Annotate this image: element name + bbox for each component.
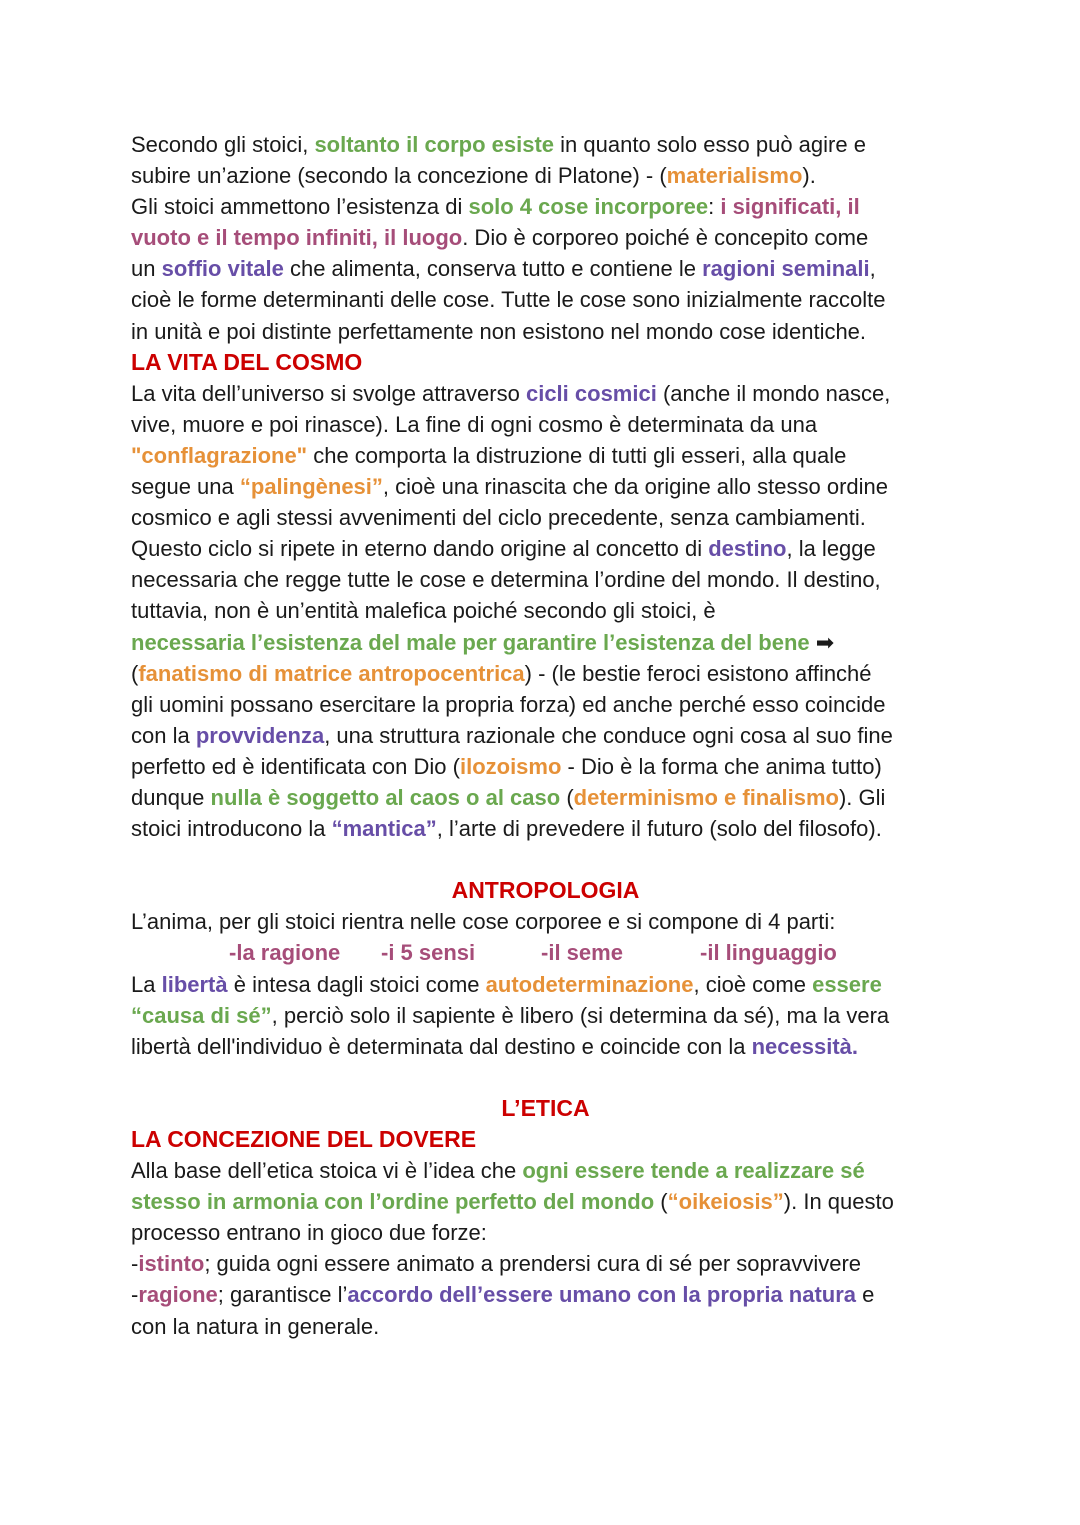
text-span: La vita dell’universo si svolge attraverso: [131, 380, 526, 406]
text-line: [131, 658, 960, 689]
text-span: , perciò solo il sapiente è libero (si determina da sé), ma la vera: [271, 1002, 890, 1028]
text-line: gli uomini possano esercitare la propria forza) ed anche perché esso coincide: [131, 691, 886, 717]
highlight-orange: autodeterminazione: [485, 971, 694, 997]
text-span: ; garantisce l’: [217, 1282, 348, 1308]
text-span: La: [131, 971, 162, 997]
spacer: [131, 844, 960, 875]
highlight-purple: cicli cosmici: [525, 380, 657, 406]
text-line: [131, 533, 960, 564]
text-line: [131, 222, 960, 253]
text-line: necessaria che regge tutte le cose e determina l’ordine del mondo. Il destino,: [131, 567, 881, 593]
text-line: L’anima, per gli stoici rientra nelle cose corporee e si compone di 4 parti:: [131, 909, 836, 935]
text-span: libertà dell'individuo è determinata dal destino e coincide con la: [131, 1033, 752, 1059]
highlight-orange: fanatismo di matrice antropocentrica: [138, 660, 525, 686]
highlight-purple: provvidenza: [195, 722, 325, 748]
highlight-green: “causa di sé”: [131, 1002, 272, 1028]
text-span: -: [131, 1251, 139, 1277]
text-line: [131, 1000, 960, 1031]
text-line: [131, 1031, 960, 1062]
text-span: , la legge: [786, 536, 876, 562]
highlight-orange: “oikeiosis”: [667, 1189, 784, 1215]
text-line: [131, 191, 960, 222]
text-span: con la: [131, 722, 196, 748]
highlight-orange: “palingènesi”: [239, 474, 383, 500]
text-line: [131, 1186, 960, 1217]
text-span: Secondo gli stoici,: [131, 132, 315, 157]
text-span: che comporta la distruzione di tutti gli esseri, alla quale: [307, 442, 847, 468]
text-line: [131, 751, 960, 782]
text-span: ).: [802, 163, 816, 189]
highlight-magenta: vuoto e il tempo infiniti, il luogo: [131, 225, 463, 251]
soul-parts-list: [131, 937, 960, 968]
text-span: :: [708, 194, 721, 220]
highlight-purple: destino: [708, 536, 787, 562]
highlight-green: solo 4 cose incorporee: [468, 194, 709, 220]
highlight-magenta: istinto: [138, 1251, 205, 1277]
text-line: in unità e poi distinte perfettamente non esistono nel mondo cose identiche.: [131, 318, 867, 344]
text-span: ) - (le bestie feroci esistono affinché: [524, 660, 872, 686]
text-span: ; guida ogni essere animato a prendersi cura di sé per sopravvivere: [204, 1251, 862, 1277]
text-line: tuttavia, non è un’entità malefica poiché secondo gli stoici, è: [131, 598, 716, 624]
text-span: stoici introducono la: [131, 816, 332, 842]
highlight-magenta: ragione: [138, 1282, 218, 1308]
text-line: [131, 1155, 960, 1186]
soul-part-seed: -il seme: [541, 940, 623, 966]
text-line: [131, 253, 960, 284]
text-span: . Dio è corporeo poiché è concepito come: [462, 225, 869, 251]
highlight-orange: materialismo: [666, 163, 803, 189]
text-span: Gli stoici ammettono l’esistenza di: [131, 194, 469, 220]
text-line: [131, 627, 960, 658]
soul-part-language: -il linguaggio: [700, 940, 837, 966]
text-line: con la natura in generale.: [131, 1313, 380, 1339]
text-line: [131, 720, 960, 751]
text-line: [131, 1279, 960, 1310]
text-line: [131, 813, 960, 844]
arrow-right-icon: ➡: [809, 629, 835, 655]
text-span: in quanto solo esso può agire e: [554, 132, 866, 157]
text-line: [131, 378, 960, 409]
text-span: Questo ciclo si ripete in eterno dando origine al concetto di: [131, 536, 709, 562]
highlight-green: stesso in armonia con l’ordine perfetto del mondo: [131, 1189, 655, 1215]
text-span: dunque: [131, 784, 211, 810]
highlight-purple: soffio vitale: [161, 256, 284, 282]
highlight-green: nulla è soggetto al caos o al caso: [210, 784, 561, 810]
text-line: vive, muore e poi rinasce). La fine di ogni cosmo è determinata da una: [131, 411, 818, 437]
highlight-purple: ragioni seminali: [702, 256, 870, 282]
section-heading-antropologia: ANTROPOLOGIA: [451, 877, 640, 904]
text-line: cioè le forme determinanti delle cose. Tutte le cose sono inizialmente raccolte: [131, 287, 886, 313]
text-span: è intesa dagli stoici come: [227, 971, 486, 997]
section-subheading-dovere: LA CONCEZIONE DEL DOVERE: [131, 1126, 477, 1152]
text-span: , cioè come: [693, 971, 813, 997]
text-line: [131, 471, 960, 502]
text-span: , l’arte di prevedere il futuro (solo del filosofo).: [436, 816, 882, 842]
text-span: perfetto ed è identificata con Dio (: [131, 753, 460, 779]
text-line: [131, 440, 960, 471]
highlight-orange: ilozoismo: [459, 753, 562, 779]
text-span: (: [560, 784, 574, 810]
highlight-orange: "conflagrazione": [131, 442, 308, 468]
text-line: [131, 782, 960, 813]
text-line: processo entrano in gioco due forze:: [131, 1220, 487, 1246]
text-line: [131, 160, 960, 191]
text-span: un: [131, 256, 162, 282]
text-line: [131, 1248, 960, 1279]
text-span: , una struttura razionale che conduce ogni cosa al suo fine: [324, 722, 893, 748]
text-span: ). Gli: [838, 784, 886, 810]
text-span: ,: [869, 256, 876, 282]
text-span: che alimenta, conserva tutto e contiene le: [283, 256, 703, 282]
highlight-magenta: i significati, il: [720, 194, 860, 220]
text-line: [131, 129, 960, 160]
text-span: segue una: [131, 474, 240, 500]
text-span: Alla base dell’etica stoica vi è l’idea che: [131, 1158, 523, 1184]
highlight-green: necessaria l’esistenza del male per garantire l’esistenza del bene: [131, 629, 810, 655]
highlight-purple: necessità.: [751, 1033, 858, 1059]
soul-part-reason: -la ragione: [229, 940, 341, 966]
spacer: [131, 1062, 960, 1093]
highlight-purple: accordo dell’essere umano con la propria natura: [347, 1282, 857, 1308]
text-line: cosmico e agli stessi avvenimenti del ciclo precedente, senza cambiamenti.: [131, 505, 866, 531]
text-span: (: [131, 660, 139, 686]
highlight-purple: “mantica”: [331, 816, 437, 842]
section-heading-cosmo: LA VITA DEL COSMO: [131, 348, 363, 375]
text-span: , cioè una rinascita che da origine allo stesso ordine: [382, 474, 888, 500]
text-span: - Dio è la forma che anima tutto): [561, 753, 882, 779]
highlight-green: soltanto il corpo esiste: [314, 132, 555, 157]
text-span: ). In questo: [783, 1189, 894, 1215]
text-span: subire un’azione (secondo la concezione di Platone) - (: [131, 163, 667, 189]
highlight-green: ogni essere tende a realizzare sé: [522, 1158, 865, 1184]
soul-part-senses: -i 5 sensi: [381, 940, 476, 966]
text-span: (: [654, 1189, 668, 1215]
section-heading-etica: L’ETICA: [501, 1094, 590, 1121]
text-span: (anche il mondo nasce,: [656, 380, 891, 406]
highlight-orange: determinismo e finalismo: [573, 784, 839, 810]
text-span: -: [131, 1282, 139, 1308]
highlight-green: essere: [812, 971, 882, 997]
highlight-purple: libertà: [161, 971, 228, 997]
text-span: e: [856, 1282, 875, 1308]
text-line: [131, 969, 960, 1000]
